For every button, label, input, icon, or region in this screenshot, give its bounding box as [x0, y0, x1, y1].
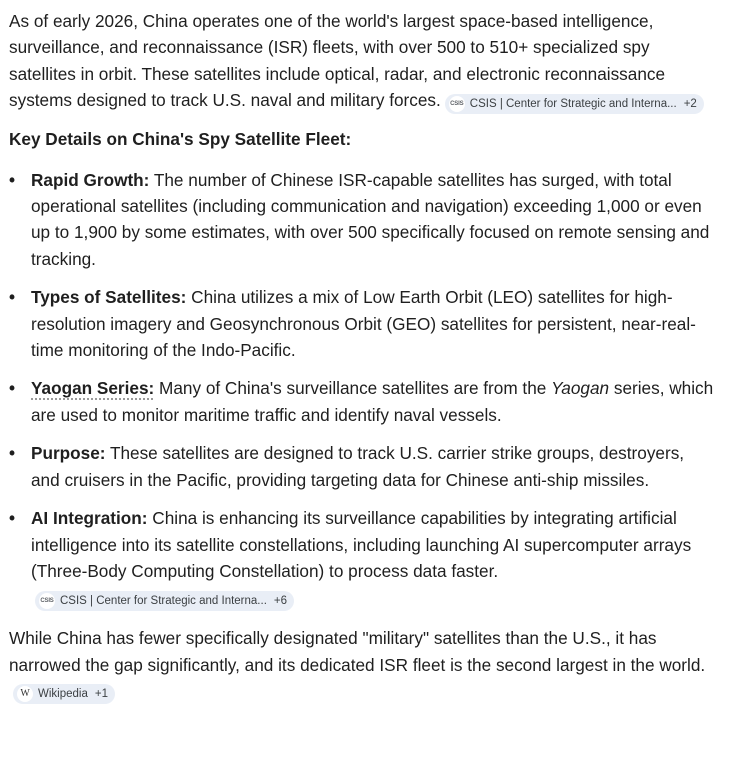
csis-logo-icon: CSIS: [39, 593, 55, 609]
citation-chip-csis-intro[interactable]: [445, 94, 704, 114]
intro-paragraph: [9, 8, 714, 114]
item-text: These satellites are designed to track U.S. carrier strike groups, destroyers, and cruisers in the Pacific, providing targeting data for Chinese anti-ship missiles.: [31, 443, 685, 490]
item-italic-text: Yaogan: [551, 378, 610, 399]
citation-source: CSIS | Center for Strategic and Interna...: [469, 98, 677, 111]
details-list: [9, 167, 714, 612]
item-term: AI Integration:: [31, 508, 148, 529]
closing-text: While China has fewer specifically designated "military" satellites than the U.S., it has narrowed the gap significantly, and its dedicated ISR fleet is the second largest in the world.: [9, 628, 706, 675]
item-text: Many of China's surveillance satellites are from the: [154, 378, 552, 399]
list-item-purpose: [9, 440, 714, 493]
wikipedia-logo-icon: W: [17, 686, 33, 702]
section-heading: Key Details on China's Spy Satellite Fleet:: [9, 129, 352, 150]
bullet: •: [9, 169, 16, 190]
bullet: •: [9, 508, 16, 529]
citation-more-count: +1: [94, 688, 108, 701]
list-item-yaogan-series: [9, 375, 714, 428]
list-item-types-of-satellites: [9, 284, 714, 363]
csis-logo-icon: CSIS: [449, 96, 465, 112]
item-text: China utilizes a mix of Low Earth Orbit (LEO) satellites for high-resolution imagery and Geosynchronous Orbit (GEO) satellites for persistent, near-real-time monitoring of the Indo-Pacific.: [31, 287, 696, 361]
closing-paragraph: [9, 625, 714, 704]
item-term: Purpose:: [31, 443, 106, 464]
item-term-link[interactable]: Yaogan Series:: [31, 378, 155, 399]
item-text: The number of Chinese ISR-capable satellites has surged, with total operational satellites (including communication and navigation) exceeding 1,000 or even up to 1,900 by some estimates, with over 500 specifically focused on remote sensing and tracking.: [31, 169, 710, 269]
citation-source: Wikipedia: [38, 688, 88, 701]
citation-chip-csis-ai[interactable]: [35, 591, 294, 611]
bullet: •: [9, 287, 16, 308]
bullet: •: [9, 378, 16, 399]
item-text-continued: series, which are used to monitor maritime traffic and identify naval vessels.: [31, 378, 714, 425]
citation-more-count: +2: [683, 98, 697, 111]
citation-chip-wikipedia[interactable]: [13, 684, 115, 704]
item-text: China is enhancing its surveillance capabilities by integrating artificial intelligence into its satellite constellations, including launching AI supercomputer arrays (Three-Body Computing Constellation) to process data faster.: [31, 508, 692, 581]
list-item-rapid-growth: [9, 167, 714, 273]
list-item-ai-integration: [9, 505, 714, 611]
citation-more-count: +6: [273, 595, 288, 608]
citation-source: CSIS | Center for Strategic and Interna...: [60, 595, 267, 608]
item-term: Rapid Growth:: [31, 169, 150, 190]
item-term: Types of Satellites:: [31, 287, 187, 308]
intro-text: As of early 2026, China operates one of the world's largest space-based intelligence, surveillance, and reconnaissance (ISR) fleets, with over 500 to 510+ specialized spy satellites in orbit. These satellites include optical, radar, and electronic reconnaissance systems designed to track U.S. naval and military forces.: [9, 11, 666, 111]
bullet: •: [9, 443, 16, 464]
